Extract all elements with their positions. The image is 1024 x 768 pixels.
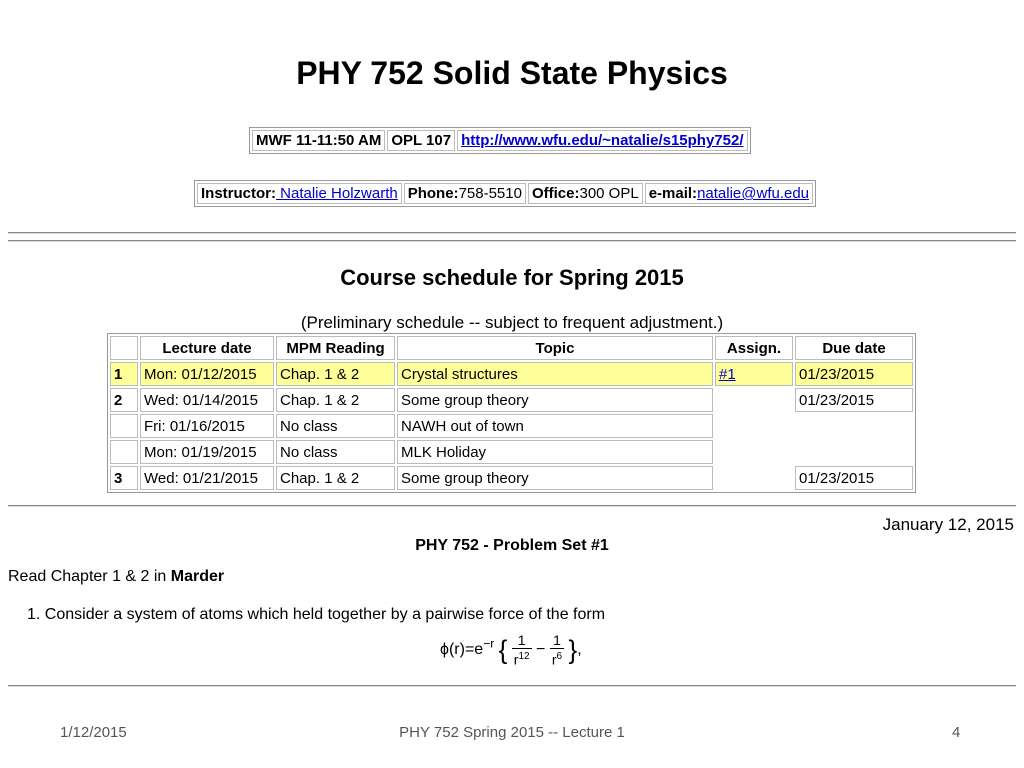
- schedule-title: Course schedule for Spring 2015: [340, 265, 684, 290]
- table-row: [110, 414, 913, 438]
- phone-label: Phone:: [407, 185, 459, 202]
- row-due: [795, 414, 913, 438]
- row-num: 1: [110, 362, 138, 386]
- row-date: Mon: 01/19/2015: [140, 440, 274, 464]
- problem-1-text: 1. Consider a system of atoms which held together by a pairwise force of the form: [27, 606, 606, 623]
- fraction-2: $\frac{1}{r^6}$: [551, 632, 563, 668]
- divider: [8, 240, 1016, 242]
- course-url-link[interactable]: http://www.wfu.edu/~natalie/s15phy752/: [461, 132, 744, 149]
- phone-value: 758-5510: [458, 185, 522, 202]
- row-due: 01/23/2015: [795, 362, 913, 386]
- formula-minus: −: [536, 641, 546, 659]
- table-row: [110, 362, 913, 386]
- table-row: [110, 388, 913, 412]
- course-room: OPL 107: [387, 130, 455, 151]
- course-info-box: [249, 127, 751, 154]
- divider: [8, 685, 1016, 687]
- row-topic: Some group theory: [397, 388, 713, 412]
- row-reading: Chap. 1 & 2: [276, 362, 395, 386]
- table-header-row: [110, 336, 913, 360]
- row-assign: [715, 414, 793, 438]
- col-header-reading: MPM Reading: [276, 336, 395, 360]
- row-num: 3: [110, 466, 138, 490]
- footer-date: 1/12/2015: [60, 724, 127, 741]
- reading-book: Marder: [170, 568, 225, 585]
- col-header-topic: Topic: [397, 336, 713, 360]
- assignment-link[interactable]: #1: [719, 365, 736, 383]
- row-due: [795, 440, 913, 464]
- email-link[interactable]: natalie@wfu.edu: [697, 185, 810, 202]
- row-num: [110, 440, 138, 464]
- row-num: 2: [110, 388, 138, 412]
- row-date: Wed: 01/21/2015: [140, 466, 274, 490]
- footer-title: PHY 752 Spring 2015 -- Lecture 1: [399, 724, 625, 741]
- formula-lhs: ϕ(r)=e: [440, 641, 484, 659]
- instructor-label: Instructor:: [201, 185, 276, 202]
- schedule-table: [107, 333, 916, 493]
- row-reading: Chap. 1 & 2: [276, 388, 395, 412]
- row-reading: No class: [276, 414, 395, 438]
- problem-set-date: January 12, 2015: [882, 515, 1014, 534]
- schedule-table-wrap: [107, 333, 916, 493]
- row-date: Mon: 01/12/2015: [140, 362, 274, 386]
- slide-number: 4: [952, 724, 961, 741]
- divider: [8, 505, 1016, 507]
- col-header-date: Lecture date: [140, 336, 274, 360]
- col-header-num: [110, 336, 138, 360]
- instructor-name-link[interactable]: Natalie Holzwarth: [276, 185, 398, 202]
- row-due: 01/23/2015: [795, 388, 913, 412]
- col-header-due: Due date: [795, 336, 913, 360]
- row-topic: NAWH out of town: [397, 414, 713, 438]
- office-value: 300 OPL: [579, 185, 639, 202]
- divider: [8, 232, 1016, 234]
- course-time: MWF 11-11:50 AM: [252, 130, 385, 151]
- page-title: PHY 752 Solid State Physics: [296, 55, 728, 91]
- row-date: Fri: 01/16/2015: [140, 414, 274, 438]
- table-row: [110, 440, 913, 464]
- email-label: e-mail:: [648, 185, 698, 202]
- row-assign: [715, 466, 793, 490]
- problem-set-title: PHY 752 - Problem Set #1: [415, 537, 609, 554]
- row-due: 01/23/2015: [795, 466, 913, 490]
- fraction-1: $\frac{1}{r^{12}}$: [513, 632, 530, 668]
- row-topic: Crystal structures: [397, 362, 713, 386]
- office-label: Office:: [531, 185, 580, 202]
- row-assign: [715, 388, 793, 412]
- potential-formula: $\phi(r)=e^{-r}$ { $\frac{1}{r^{12}}$ − $\frac{1}{r^6}$ },: [440, 632, 582, 668]
- row-num: [110, 414, 138, 438]
- reading-instruction: [8, 568, 224, 586]
- row-reading: Chap. 1 & 2: [276, 466, 395, 490]
- col-header-assign: Assign.: [715, 336, 793, 360]
- reading-prefix: Read Chapter 1 & 2 in: [8, 568, 171, 585]
- row-topic: Some group theory: [397, 466, 713, 490]
- schedule-subtitle: (Preliminary schedule -- subject to frequent adjustment.): [300, 313, 724, 332]
- row-reading: No class: [276, 440, 395, 464]
- row-assign: [715, 440, 793, 464]
- instructor-info-box: [194, 180, 816, 207]
- row-topic: MLK Holiday: [397, 440, 713, 464]
- formula-exponent: −r: [483, 636, 495, 651]
- row-date: Wed: 01/14/2015: [140, 388, 274, 412]
- table-row: [110, 466, 913, 490]
